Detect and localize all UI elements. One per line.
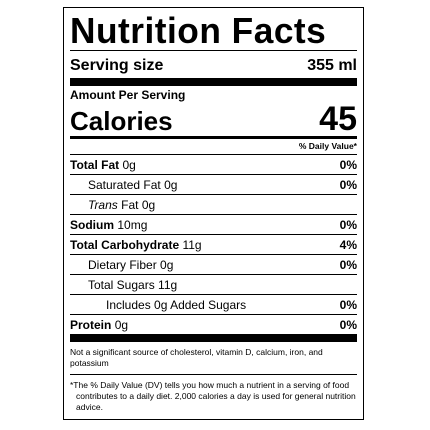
- nutrition-facts-label: [63, 7, 364, 420]
- footnote-daily-value: *The % Daily Value (DV) tells you how much a nutrient in a serving of food contributes to a daily diet. 2,000 calories a day is used for general nutrition advice.: [70, 374, 357, 413]
- amount-per-serving: Amount Per Serving: [70, 88, 186, 102]
- nutrient-row-added-sugars: [70, 294, 357, 314]
- nutrient-dv: 0%: [339, 257, 357, 272]
- calories-value: 45: [319, 100, 357, 138]
- nutrient-name: Total Carbohydrate: [70, 237, 180, 252]
- nutrient-amount: 0g Added Sugars: [154, 297, 247, 312]
- daily-value-header: % Daily Value*: [298, 141, 357, 151]
- nutrient-row-total-sugars: [70, 274, 357, 294]
- divider-thick: [70, 334, 357, 342]
- nutrient-amount: 0g: [141, 197, 156, 212]
- nutrient-row-total-fat: [70, 154, 357, 174]
- footnote-sources: Not a significant source of cholesterol, vitamin D, calcium, iron, and potassium: [70, 347, 323, 368]
- nutrient-amount: 11g: [158, 277, 178, 292]
- nutrient-name-italic: Trans: [88, 197, 118, 212]
- nutrient-amount: 0g: [164, 177, 178, 192]
- nutrient-row-saturated-fat: [70, 174, 357, 194]
- calories-row: [70, 100, 357, 136]
- nutrient-dv: 4%: [339, 237, 357, 252]
- nutrient-name: Includes: [106, 297, 151, 312]
- nutrient-name: Sodium: [70, 217, 114, 232]
- nutrient-row-dietary-fiber: [70, 254, 357, 274]
- nutrient-dv: 0%: [339, 157, 357, 172]
- nutrient-dv: 0%: [339, 297, 357, 312]
- calories-label: Calories: [70, 106, 173, 136]
- label-title: Nutrition Facts: [70, 10, 327, 51]
- nutrient-dv: 0%: [339, 177, 357, 192]
- nutrient-name: Total Sugars: [88, 277, 155, 292]
- nutrient-row-sodium: [70, 214, 357, 234]
- nutrient-row-trans-fat: [70, 194, 357, 214]
- nutrient-amount: 0g: [160, 257, 174, 272]
- serving-size-label: Serving size: [70, 57, 164, 74]
- nutrient-amount: 10mg: [117, 217, 148, 232]
- nutrient-row-total-carbohydrate: [70, 234, 357, 254]
- nutrient-amount: 11g: [182, 237, 202, 252]
- serving-size-value: 355 ml: [307, 57, 357, 74]
- nutrient-name: Dietary Fiber: [88, 257, 157, 272]
- divider-thick: [70, 78, 357, 86]
- nutrient-amount: 0g: [122, 157, 136, 172]
- serving-size-row: [70, 54, 357, 78]
- nutrient-row-protein: [70, 314, 357, 334]
- nutrient-name: Fat: [121, 197, 139, 212]
- nutrient-dv: 0%: [339, 217, 357, 232]
- nutrient-amount: 0g: [114, 317, 129, 332]
- nutrient-dv: 0%: [339, 317, 357, 332]
- nutrient-name: Protein: [70, 317, 112, 332]
- nutrient-name: Total Fat: [70, 157, 120, 172]
- nutrient-name: Saturated Fat: [88, 177, 161, 192]
